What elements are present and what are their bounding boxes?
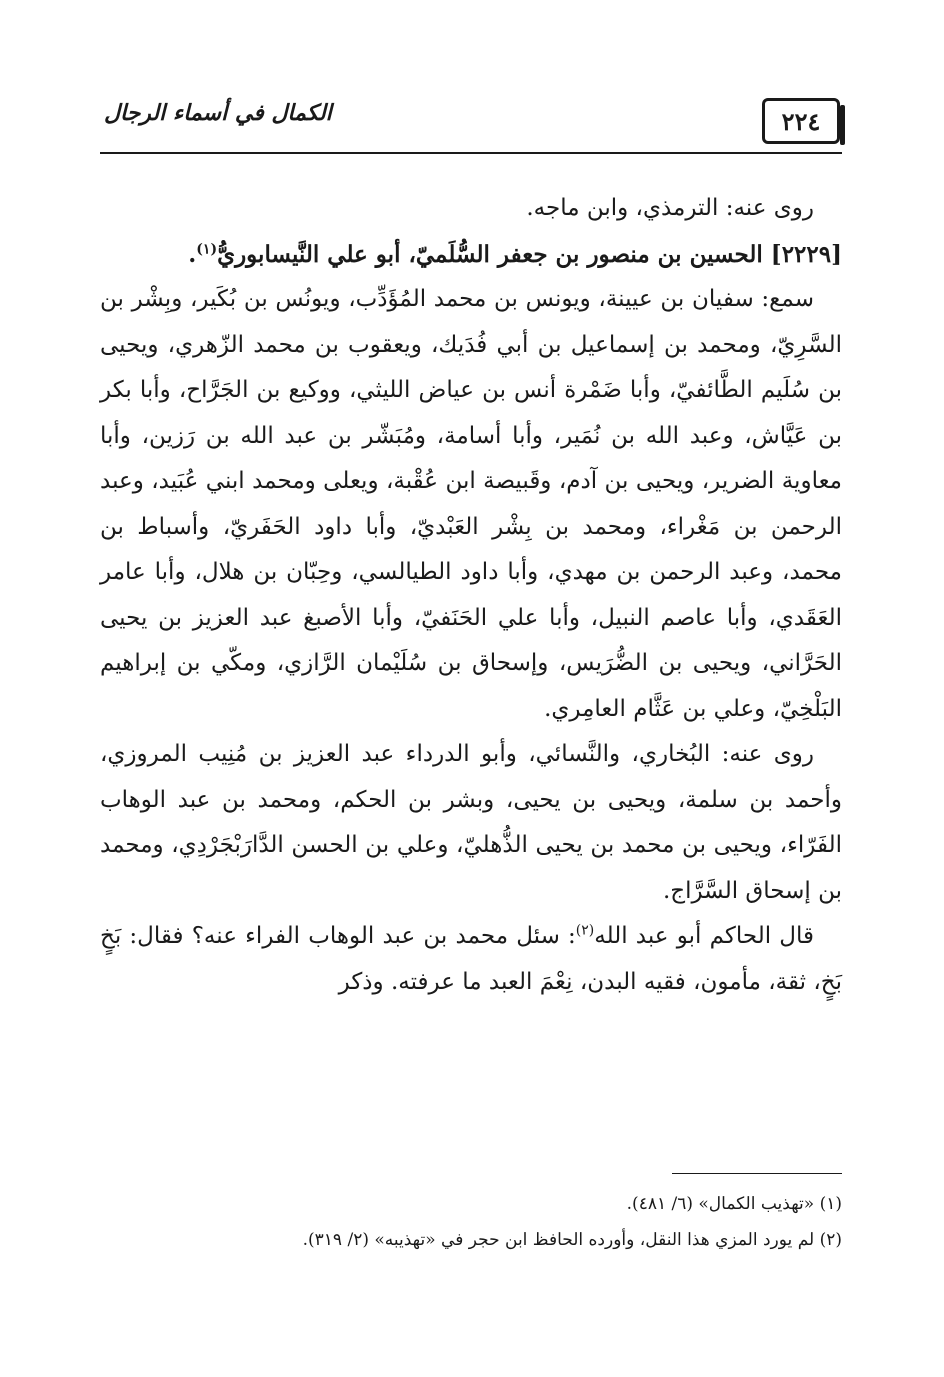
narrated-by-paragraph: روى عنه: البُخاري، والنَّسائي، وأبو الدرداء عبد العزيز بن مُنِيب المروزي، وأحمد بن سلمة، ويحيى بن يحيى، وبشر بن الحكم، ومحمد بن عبد الوهاب الفَرّاء، ويحيى بن محمد بن يحيى الذُّهليّ، وعلي بن الحسن الدَّارَبْجَرْدِي، ومحمد بن إسحاق السَّرَّاج. bbox=[100, 741, 842, 904]
narrators-from-paragraph: روى عنه: الترمذي، وابن ماجه. bbox=[526, 195, 814, 221]
entry-title: [٢٢٢٩] الحسين بن منصور بن جعفر السُّلَميّ، أبو علي النَّيسابوريُّ bbox=[217, 240, 842, 268]
hakim-quote-start: قال الحاكم أبو عبد الله bbox=[594, 923, 814, 949]
footnote-ref-1: (١) bbox=[196, 240, 218, 257]
footnote-ref-2: (٢) bbox=[575, 922, 595, 939]
entry-end: . bbox=[188, 240, 197, 268]
hakim-quote-rest: : سئل محمد بن عبد الوهاب الفراء عنه؟ فقال: بَخٍ بَخٍ، ثقة، مأمون، فقيه البدن، نِعْمَ العبد ما عرفته. وذكر bbox=[100, 923, 842, 995]
heard-from-paragraph: سمع: سفيان بن عيينة، ويونس بن محمد المُؤَدِّب، ويونُس بن بُكَير، وبِشْر بن السَّرِيّ، ومحمد بن إسماعيل بن أبي فُدَيك، ويعقوب بن محمد الزّهري، ويحيى بن سُلَيم الطَّائفيّ، وأبا ضَمْرة أنس بن عياض الليثي، ووكيع بن الجَرَّاح، وأبا بكر بن عَيَّاش، وعبد الله بن نُمَير، وأبا أسامة، ومُبَشّر بن عبد الله بن رَزين، وأبا معاوية الضرير، ويحيى بن آدم، وقَبيصة ابن عُقْبة، ويعلى ومحمد ابني عُبَيد، وعبد الرحمن بن مَغْراء، ومحمد بن بِشْر العَبْديّ، وأبا داود الحَفَريّ، وأسباط بن محمد، وعبد الرحمن بن مهدي، وأبا داود الطيالسي، وحِبّان بن هلال، وأبا عامر العَقَدي، وأبا عاصم النبيل، وأبا علي الحَنَفيّ، وأبا الأصبغ عبد العزيز بن يحيى الحَرَّاني، ويحيى بن الضُّرَيس، وإسحاق بن سُلَيْمان الرَّازي، ومكّي بن إبراهيم البَلْخِيّ، وعلي بن عَثَّام العامِري. bbox=[100, 286, 842, 722]
header-rule bbox=[100, 152, 842, 154]
hakim-quote-paragraph bbox=[100, 914, 842, 1005]
footnote-rule bbox=[672, 1173, 842, 1174]
book-title: الكمال في أسماء الرجال bbox=[104, 100, 332, 126]
main-text bbox=[100, 186, 842, 1005]
page-number: ٢٢٤ bbox=[762, 98, 840, 144]
footnote-1: (١) «تهذيب الكمال» (٦/ ٤٨١). bbox=[626, 1194, 842, 1214]
page-header bbox=[100, 92, 842, 154]
entry-heading bbox=[100, 232, 842, 278]
footnotes bbox=[100, 1186, 842, 1258]
footnote-2: (٢) لم يورد المزي هذا النقل، وأورده الحافظ ابن حجر في «تهذيبه» (٢/ ٣١٩). bbox=[302, 1230, 842, 1250]
